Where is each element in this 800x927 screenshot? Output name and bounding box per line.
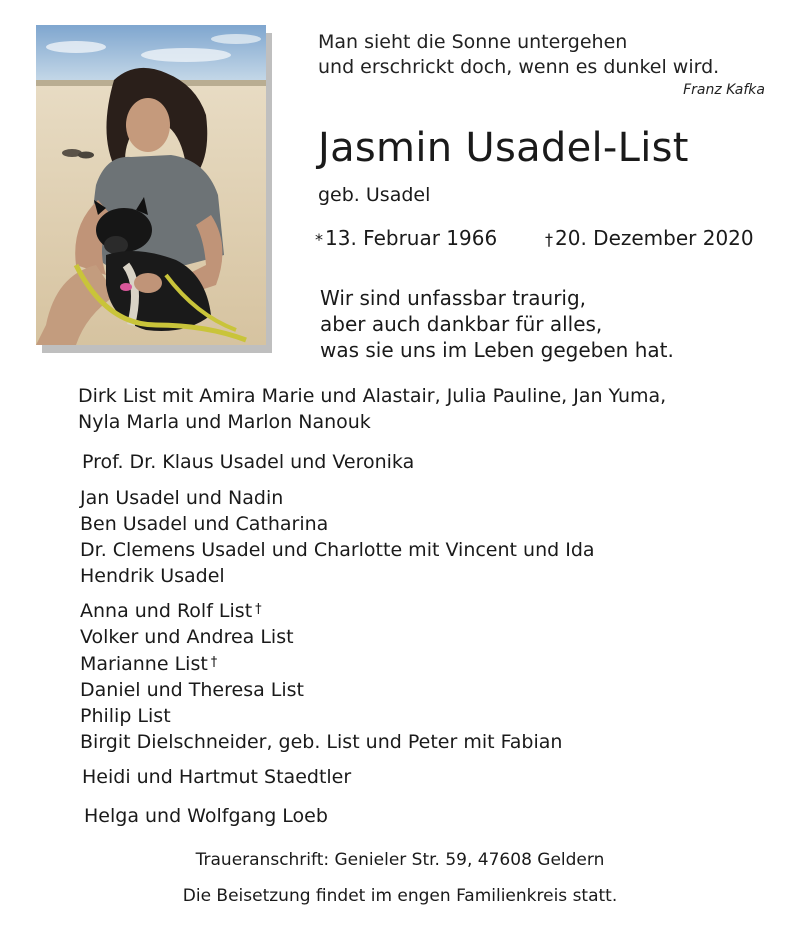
family-line: Dirk List mit Amira Marie und Alastair, Julia Pauline, Jan Yuma, xyxy=(78,385,667,407)
family-line: Hendrik Usadel xyxy=(80,565,225,587)
family-line: Philip List xyxy=(80,705,171,727)
death-date-text: 20. Dezember 2020 xyxy=(555,226,754,250)
family-line xyxy=(80,650,562,677)
burial-note: Die Beisetzung findet im engen Familienkreis statt. xyxy=(182,886,618,906)
family-line: Nyla Marla und Marlon Nanouk xyxy=(78,411,371,433)
family-line: Jan Usadel und Nadin xyxy=(80,487,284,509)
quote-line: Man sieht die Sonne untergehen xyxy=(318,31,628,53)
family-group xyxy=(84,803,328,829)
family-line: Helga und Wolfgang Loeb xyxy=(84,805,328,827)
family-line: Dr. Clemens Usadel und Charlotte mit Vincent und Ida xyxy=(80,539,595,561)
family-name: Anna und Rolf List xyxy=(80,600,253,622)
family-line: Heidi und Hartmut Staedtler xyxy=(82,766,352,788)
deceased-name: Jasmin Usadel-List xyxy=(318,125,689,171)
family-group xyxy=(82,764,351,790)
family-group xyxy=(80,485,595,589)
mourning-verse xyxy=(320,285,674,363)
verse-line: was sie uns im Leben gegeben hat. xyxy=(320,338,674,362)
family-line: Prof. Dr. Klaus Usadel und Veronika xyxy=(82,451,415,473)
deceased-cross-icon: † xyxy=(210,655,218,670)
family-group xyxy=(78,383,666,435)
family-line xyxy=(80,597,562,624)
family-line: Ben Usadel und Catharina xyxy=(80,513,329,535)
birth-name: geb. Usadel xyxy=(318,184,431,206)
verse-line: Wir sind unfassbar traurig, xyxy=(320,286,587,310)
family-group xyxy=(82,449,414,475)
family-line: Volker und Andrea List xyxy=(80,626,294,648)
mourning-address: Traueranschrift: Genieler Str. 59, 47608 Geldern xyxy=(195,850,605,870)
birth-date xyxy=(315,225,497,253)
family-name: Marianne List xyxy=(80,653,208,675)
death-cross-icon: † xyxy=(545,230,553,249)
family-group xyxy=(80,597,562,755)
verse-line: aber auch dankbar für alles, xyxy=(320,312,603,336)
deceased-cross-icon: † xyxy=(255,602,262,617)
family-line: Daniel und Theresa List xyxy=(80,679,305,701)
photo-frame xyxy=(36,25,266,345)
kafka-quote xyxy=(318,30,778,80)
death-date xyxy=(545,225,754,253)
beach-portrait-image xyxy=(36,25,266,345)
portrait-photo xyxy=(36,25,266,345)
quote-author: Franz Kafka xyxy=(683,82,765,98)
quote-line: und erschrickt doch, wenn es dunkel wird. xyxy=(318,56,720,78)
birth-date-text: 13. Februar 1966 xyxy=(325,226,498,250)
family-line: Birgit Dielschneider, geb. List und Peter mit Fabian xyxy=(80,731,563,753)
birth-star-icon: * xyxy=(315,230,323,249)
